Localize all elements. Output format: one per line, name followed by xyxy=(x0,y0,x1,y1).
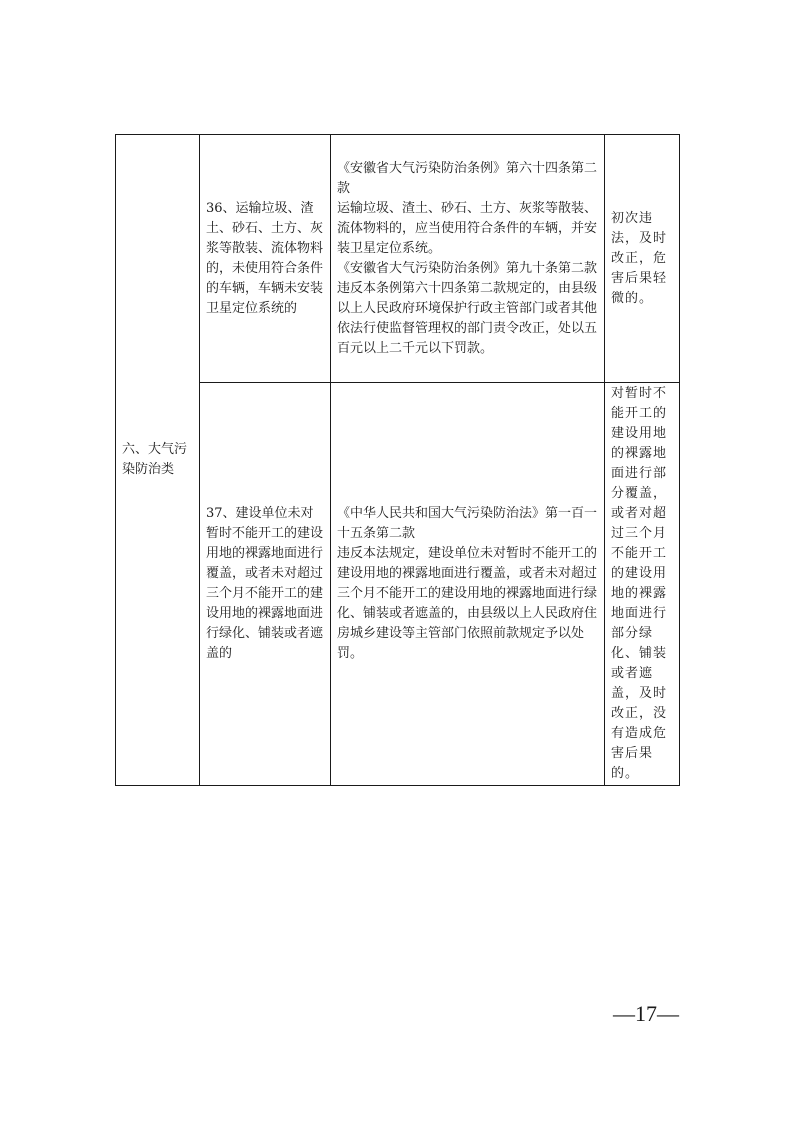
condition-cell: 初次违法，及时改正，危害后果轻微的。 xyxy=(605,135,680,383)
item-cell: 36、运输垃圾、渣土、砂石、土方、灰浆等散装、流体物料的，未使用符合条件的车辆，车辆未安装卫星定位系统的 xyxy=(200,135,331,383)
basis-line: 违反本条例第六十四条第二款规定的，由县级以上人民政府环境保护行政主管部门或者其他依法行使监督管理权的部门责令改正，处以五百元以上二千元以下罚款。 xyxy=(337,280,598,356)
basis-cell xyxy=(331,135,605,383)
table-row xyxy=(116,135,680,383)
basis-line: 运输垃圾、渣土、砂石、土方、灰浆等散装、流体物料的，应当使用符合条件的车辆，并安装卫星定位系统。 xyxy=(337,200,598,256)
table-row xyxy=(116,383,680,786)
basis-line: 《中华人民共和国大气污染防治法》第一百一十五条第二款 xyxy=(337,506,598,541)
basis-line: 违反本法规定，建设单位未对暂时不能开工的建设用地的裸露地面进行覆盖，或者未对超过三个月不能开工的建设用地的裸露地面进行绿化、铺装或者遮盖的，由县级以上人民政府住房城乡建设等主管部门依照前款规定予以处罚。 xyxy=(337,546,598,661)
basis-line: 《安徽省大气污染防治条例》第九十条第二款 xyxy=(337,260,598,276)
basis-cell xyxy=(331,383,605,786)
page-number: —17— xyxy=(613,1001,679,1026)
category-cell: 六、大气污染防治类 xyxy=(116,135,200,786)
item-cell: 37、建设单位未对暂时不能开工的建设用地的裸露地面进行覆盖，或者未对超过三个月不能开工的建设用地的裸露地面进行绿化、铺装或者遮盖的 xyxy=(200,383,331,786)
condition-cell: 对暂时不能开工的建设用地的裸露地面进行部分覆盖，或者对超过三个月不能开工的建设用地的裸露地面进行部分绿化、铺装或者遮盖，及时改正，没有造成危害后果的。 xyxy=(605,383,680,786)
penalty-table xyxy=(115,134,680,786)
basis-line: 《安徽省大气污染防治条例》第六十四条第二款 xyxy=(337,160,598,196)
